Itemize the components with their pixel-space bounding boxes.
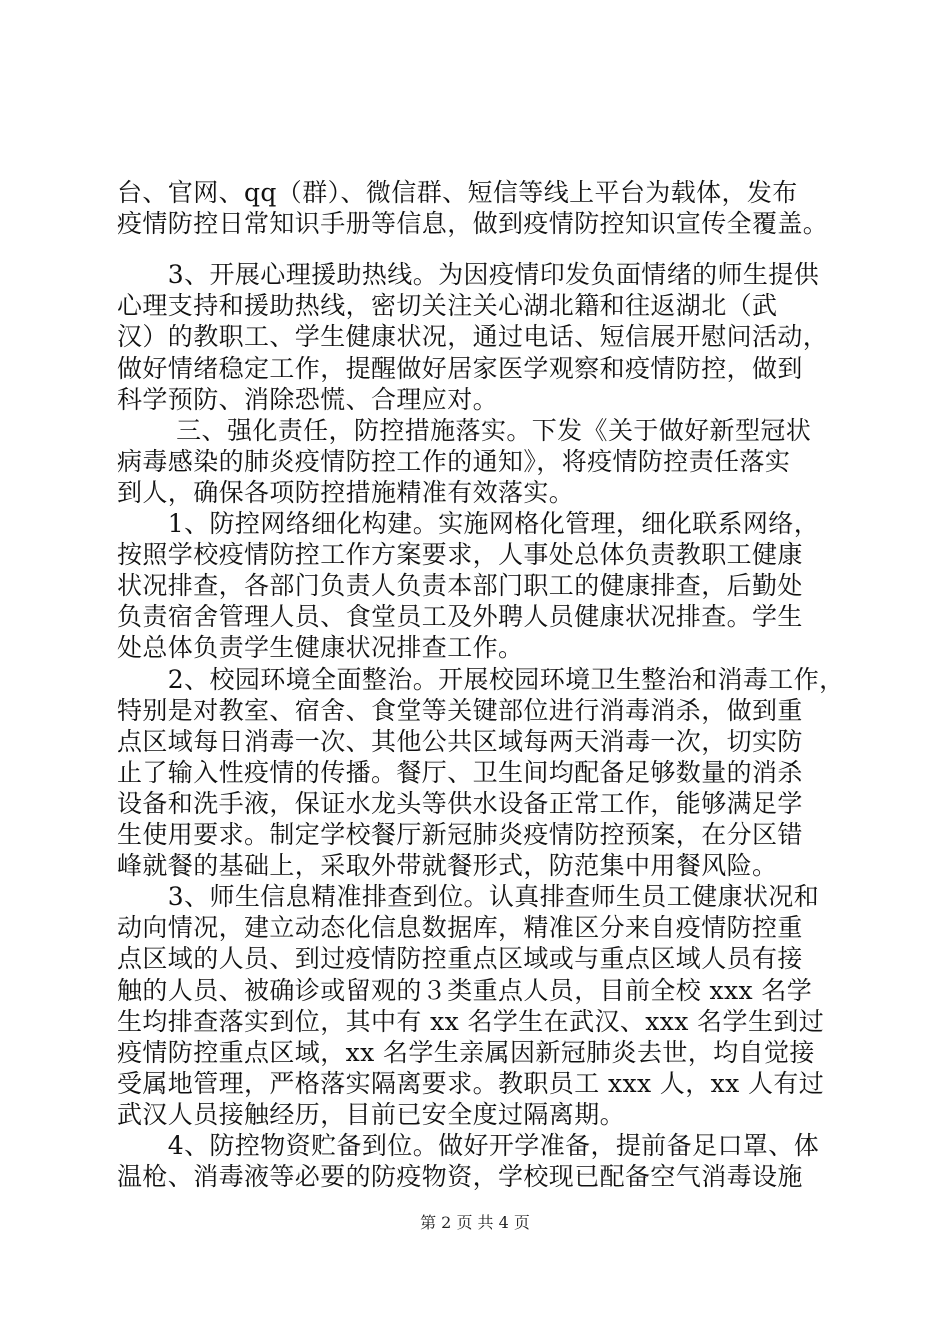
body-line: 特别是对教室、宿舍、食堂等关键部位进行消毒消杀，做到重 bbox=[117, 696, 803, 725]
body-line: 科学预防、消除恐慌、合理应对。 bbox=[117, 385, 499, 414]
body-line: 按照学校疫情防控工作方案要求，人事处总体负责教职工健康 bbox=[117, 540, 803, 569]
body-line: 心理支持和援助热线，密切关注关心湖北籍和往返湖北（武 bbox=[117, 291, 778, 320]
body-line: 3、师生信息精准排查到位。认真排查师生员工健康状况和 bbox=[117, 882, 820, 911]
page-number-footer: 第 2 页 共 4 页 bbox=[420, 1213, 530, 1232]
body-line: 负责宿舍管理人员、食堂员工及外聘人员健康状况排查。学生 bbox=[117, 602, 803, 631]
body-line: 1、防控网络细化构建。实施网格化管理，细化联系网络， bbox=[117, 509, 820, 538]
body-line: 生使用要求。制定学校餐厅新冠肺炎疫情防控预案，在分区错 bbox=[117, 820, 803, 849]
body-line: 疫情防控日常知识手册等信息，做到疫情防控知识宣传全覆盖。 bbox=[117, 209, 829, 238]
body-line: 设备和洗手液，保证水龙头等供水设备正常工作，能够满足学 bbox=[117, 789, 803, 818]
body-line: 止了输入性疫情的传播。餐厅、卫生间均配备足够数量的消杀 bbox=[117, 758, 803, 787]
body-line: 台、官网、qq（群）、微信群、短信等线上平台为载体，发布 bbox=[117, 178, 798, 207]
body-line: 峰就餐的基础上，采取外带就餐形式，防范集中用餐风险。 bbox=[117, 851, 778, 880]
body-line: 汉）的教职工、学生健康状况，通过电话、短信展开慰问活动， bbox=[117, 322, 829, 351]
body-line: 温枪、消毒液等必要的防疫物资，学校现已配备空气消毒设施 bbox=[117, 1162, 803, 1191]
body-line: 点区域的人员、到过疫情防控重点区域或与重点区域人员有接 bbox=[117, 944, 803, 973]
body-line: 到人，确保各项防控措施精准有效落实。 bbox=[117, 478, 575, 507]
body-line: 武汉人员接触经历，目前已安全度过隔离期。 bbox=[117, 1100, 626, 1129]
body-line: 病毒感染的肺炎疫情防控工作的通知》，将疫情防控责任落实 bbox=[117, 447, 791, 476]
body-line: 疫情防控重点区域，xx 名学生亲属因新冠肺炎去世，均自觉接 bbox=[117, 1038, 815, 1067]
body-line: 点区域每日消毒一次、其他公共区域每两天消毒一次，切实防 bbox=[117, 727, 803, 756]
body-line: 4、防控物资贮备到位。做好开学准备，提前备足口罩、体 bbox=[117, 1131, 820, 1160]
body-line: 动向情况，建立动态化信息数据库，精准区分来自疫情防控重 bbox=[117, 913, 803, 942]
body-line: 状况排查，各部门负责人负责本部门职工的健康排查，后勤处 bbox=[117, 571, 803, 600]
body-line: 做好情绪稳定工作，提醒做好居家医学观察和疫情防控，做到 bbox=[117, 354, 803, 383]
section-heading-line: 三、强化责任，防控措施落实。下发《关于做好新型冠状 bbox=[117, 416, 812, 445]
body-line: 生均排查落实到位，其中有 xx 名学生在武汉、xxx 名学生到过 bbox=[117, 1007, 825, 1036]
body-line: 处总体负责学生健康状况排查工作。 bbox=[117, 633, 524, 662]
body-line: 触的人员、被确诊或留观的３类重点人员，目前全校 xxx 名学 bbox=[117, 976, 813, 1005]
body-line: 3、开展心理援助热线。为因疫情印发负面情绪的师生提供 bbox=[117, 260, 820, 289]
body-line: 2、校园环境全面整治。开展校园环境卫生整治和消毒工作， bbox=[117, 665, 845, 694]
body-line: 受属地管理，严格落实隔离要求。教职员工 xxx 人，xx 人有过 bbox=[117, 1069, 825, 1098]
